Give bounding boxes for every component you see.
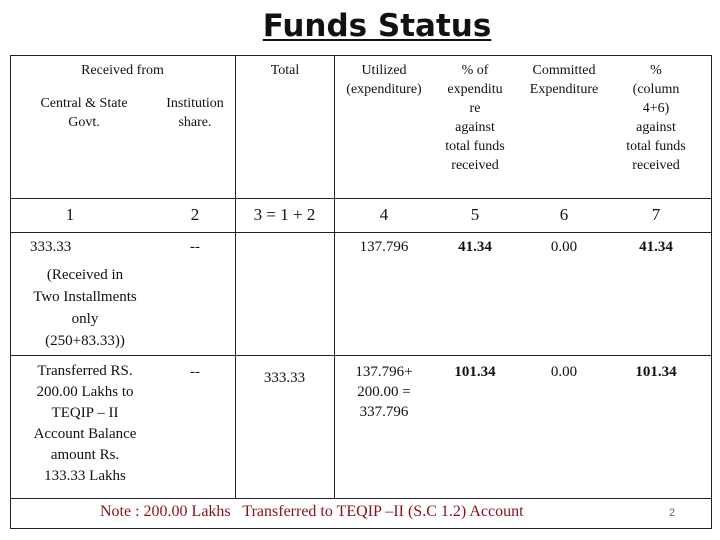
footer-note (100, 503, 524, 521)
column-number-4: 4 (379, 205, 389, 224)
table-row-1-pct-expenditure: 41.34 (458, 239, 492, 255)
header-utilized: Utilized (expenditure) (346, 63, 422, 97)
slide-number: 2 (669, 507, 676, 519)
table-row-1-institution: -- (190, 239, 200, 255)
table-row-1-central-state: 333.33 (Received in Two Installments only (250+83.33)) (30, 239, 137, 349)
table-row-2-committed: 0.00 (550, 364, 578, 380)
header-pct-column: % (column 4+6) against total funds received (626, 63, 686, 173)
header-received-from: Received from (81, 63, 164, 78)
column-number-divider (10, 232, 712, 233)
column-number-2: 2 (190, 205, 200, 224)
column-number-3: 3 = 1 + 2 (253, 205, 316, 224)
table-row-1-utilized: 137.796 (359, 239, 409, 255)
note-label: Note : 200.00 Lakhs (100, 503, 231, 520)
table-row-2-utilized: 137.796+ 200.00 = 337.796 (355, 364, 413, 420)
table-row-2-central-state: Transferred RS. 200.00 Lakhs to TEQIP – II Account Balance amount Rs. 133.33 Lakhs (33, 363, 137, 484)
header-total: Total (270, 63, 300, 78)
footer-divider (10, 498, 712, 499)
header-pct-expenditure: % of expenditu re against total funds received (445, 63, 505, 173)
header-central-state: Central & State Govt. (40, 96, 128, 130)
header-committed-expenditure: Committed Expenditure (529, 63, 599, 97)
table-row-2-pct-column: 101.34 (635, 364, 677, 380)
table-row-1-pct-column: 41.34 (639, 239, 673, 255)
column-divider-total (235, 55, 236, 498)
table-row-1-committed: 0.00 (550, 239, 578, 255)
table-row-2-institution: -- (190, 364, 200, 380)
column-number-6: 6 (559, 205, 569, 224)
column-number-7: 7 (651, 205, 661, 224)
column-number-5: 5 (470, 205, 480, 224)
column-divider-utilized (334, 55, 335, 498)
table-row-2-pct-expenditure: 101.34 (454, 364, 496, 380)
page-title: Funds Status (262, 8, 492, 44)
note-text: Transferred to TEQIP –II (S.C 1.2) Account (242, 503, 524, 520)
header-divider (10, 198, 712, 199)
column-number-1: 1 (65, 205, 75, 224)
table-row-2-total: 333.33 (263, 370, 306, 386)
header-institution-share: Institution share. (166, 96, 224, 130)
row-divider (10, 355, 712, 356)
